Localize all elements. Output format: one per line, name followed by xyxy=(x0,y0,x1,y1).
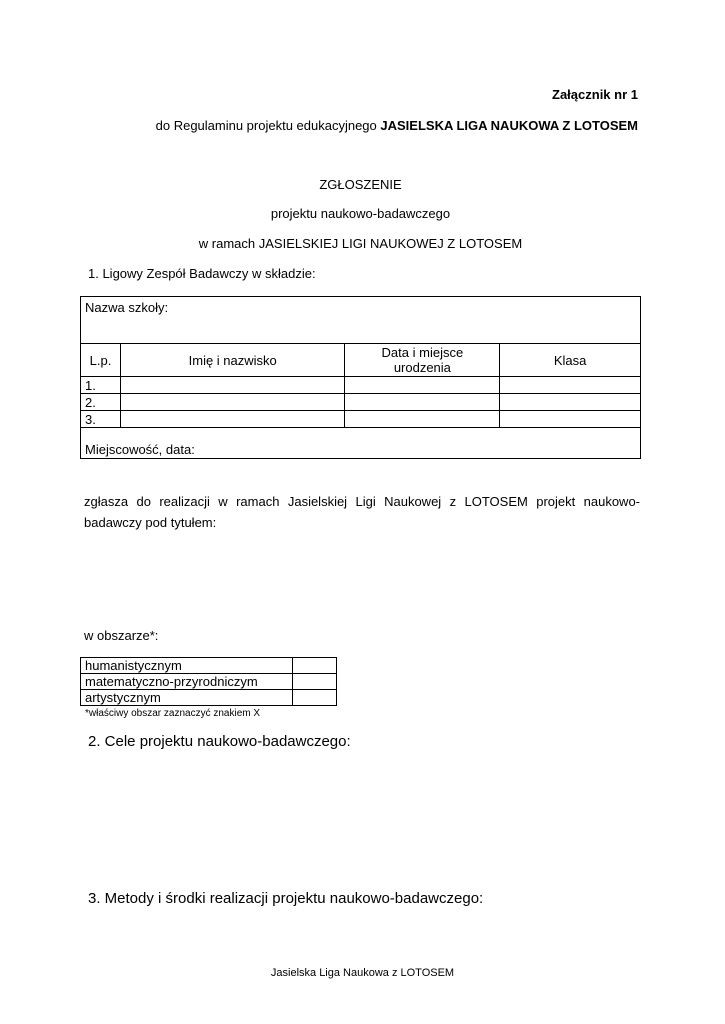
regulation-name: JASIELSKA LIGA NAUKOWA Z LOTOSEM xyxy=(380,118,638,133)
area-humanities: humanistycznym xyxy=(81,658,293,674)
col-header-birth: Data i miejsce urodzenia xyxy=(345,344,500,377)
annex-label: Załącznik nr 1 xyxy=(552,87,638,102)
col-header-lp: L.p. xyxy=(81,344,121,377)
areas-footnote: *właściwy obszar zaznaczyć znakiem X xyxy=(85,708,261,719)
class-cell[interactable] xyxy=(500,377,641,394)
row-number: 2. xyxy=(81,394,121,411)
form-subtitle-2: w ramach JASIELSKIEJ LIGI NAUKOWEJ Z LOTOSEM xyxy=(198,236,523,251)
name-cell[interactable] xyxy=(120,411,344,428)
row-number: 1. xyxy=(81,377,121,394)
class-cell[interactable] xyxy=(500,411,641,428)
area-arts: artystycznym xyxy=(81,690,293,706)
section-3-heading: 3. Metody i środki realizacji projektu naukowo-badawczego: xyxy=(88,890,484,907)
regulation-prefix: do Regulaminu projektu edukacyjnego xyxy=(155,118,381,133)
school-name-label: Nazwa szkoły: xyxy=(85,300,169,315)
section-1-heading: 1. Ligowy Zespół Badawczy w składzie: xyxy=(88,266,316,281)
submission-text: zgłasza do realizacji w ramach Jasielskiej Ligi Naukowej z LOTOSEM projekt naukowo-badawczy pod tytułem: xyxy=(84,494,640,530)
regulation-line xyxy=(100,118,638,133)
birth-cell[interactable] xyxy=(345,394,500,411)
area-math-science: matematyczno-przyrodniczym xyxy=(81,674,293,690)
area-arts-mark[interactable] xyxy=(293,690,337,706)
form-title: ZGŁOSZENIE xyxy=(319,177,402,192)
name-cell[interactable] xyxy=(120,377,344,394)
col-header-class: Klasa xyxy=(500,344,641,377)
place-date-label: Miejscowość, data: xyxy=(85,442,195,457)
place-date-cell[interactable] xyxy=(81,428,641,459)
class-cell[interactable] xyxy=(500,394,641,411)
area-math-science-mark[interactable] xyxy=(293,674,337,690)
areas-table xyxy=(80,657,337,706)
area-humanities-mark[interactable] xyxy=(293,658,337,674)
page-footer: Jasielska Liga Naukowa z LOTOSEM xyxy=(270,967,455,979)
areas-label: w obszarze*: xyxy=(84,628,159,643)
team-table xyxy=(80,296,641,459)
school-name-cell[interactable] xyxy=(81,297,641,344)
name-cell[interactable] xyxy=(120,394,344,411)
form-subtitle-1: projektu naukowo-badawczego xyxy=(270,206,451,221)
row-number: 3. xyxy=(81,411,121,428)
birth-cell[interactable] xyxy=(345,377,500,394)
col-header-name: Imię i nazwisko xyxy=(120,344,344,377)
birth-cell[interactable] xyxy=(345,411,500,428)
section-2-heading: 2. Cele projektu naukowo-badawczego: xyxy=(88,733,351,750)
